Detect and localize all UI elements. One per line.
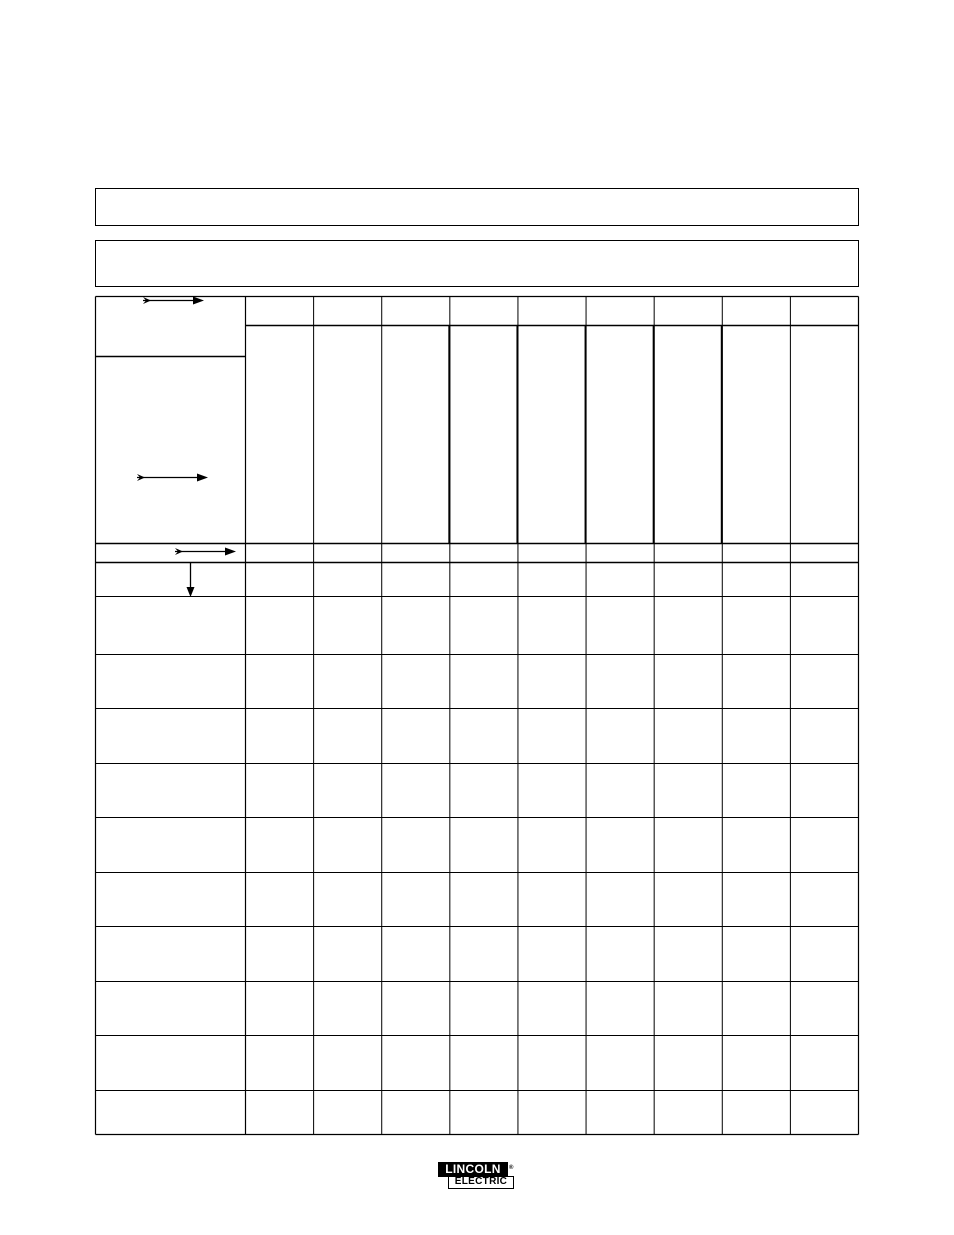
table-arrows [137, 297, 236, 598]
right-arrow-icon [143, 297, 204, 305]
down-arrow-icon [187, 563, 195, 597]
table-grid [96, 297, 859, 1135]
lincoln-electric-logo [438, 1162, 518, 1190]
logo-top-text: LINCOLN [438, 1162, 508, 1177]
right-arrow-icon [175, 548, 236, 556]
logo-bottom-text: ELECTRIC [448, 1176, 514, 1189]
logo-registered-mark: ® [509, 1165, 514, 1171]
right-arrow-icon [137, 474, 208, 482]
